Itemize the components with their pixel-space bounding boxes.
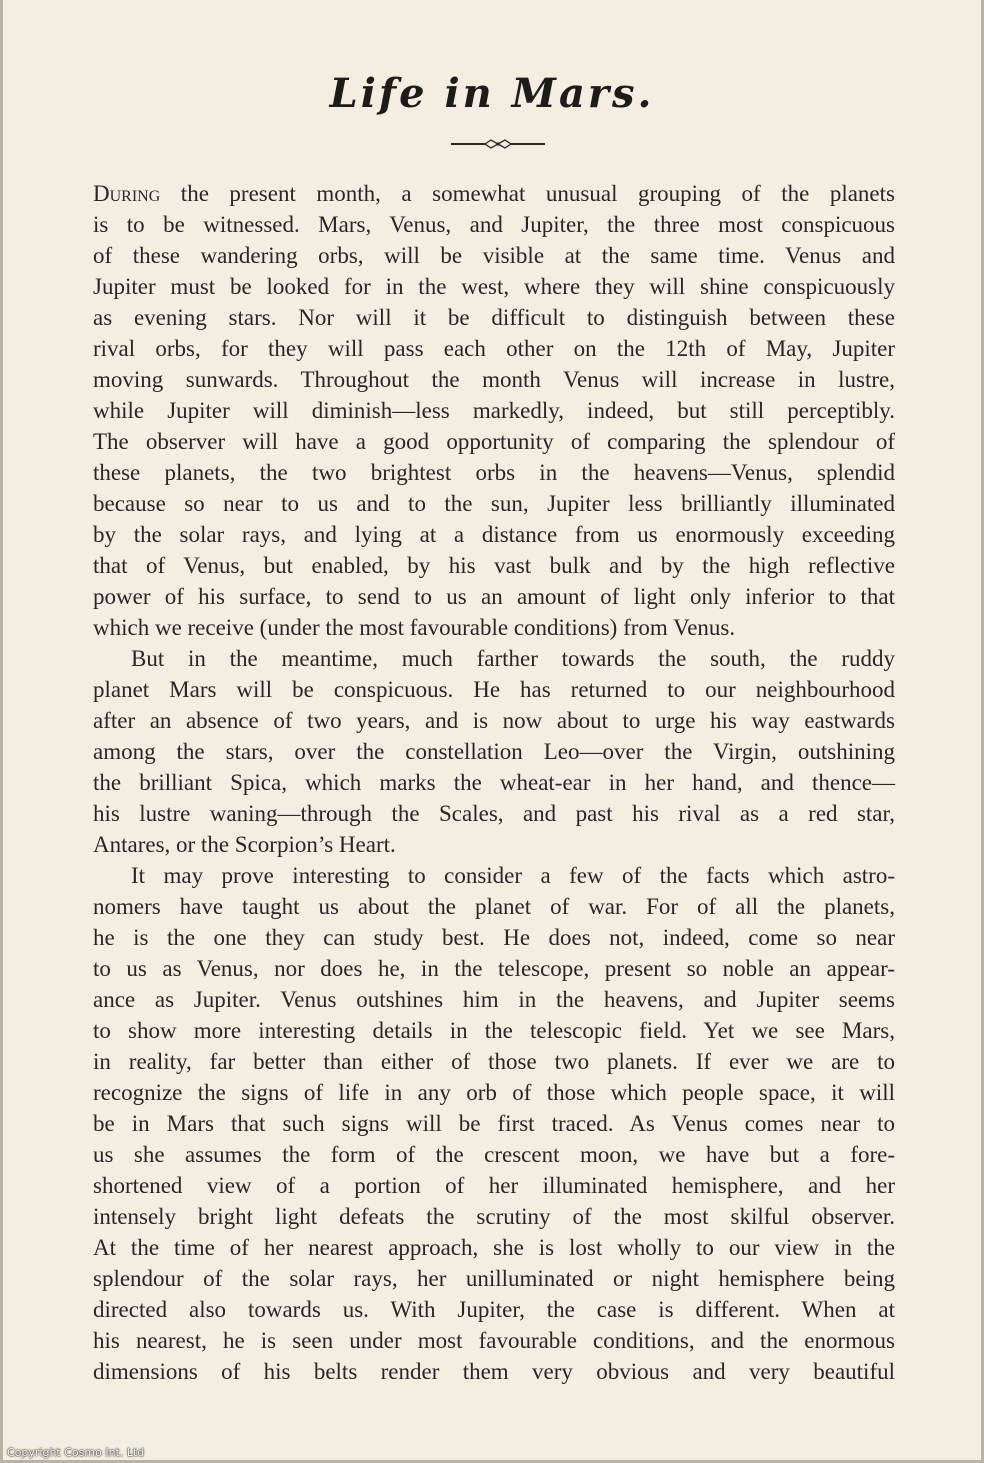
body-line: after an absence of two years, and is now about to urge his way eastwards (93, 708, 895, 733)
body-line: Antares, or the Scorpion’s Heart. (93, 832, 396, 857)
body-line: his nearest, he is seen under most favourable conditions, and the enormous (93, 1328, 895, 1353)
body-line: rival orbs, for they will pass each other on the 12th of May, Jupiter (93, 336, 895, 361)
body-line: as evening stars. Nor will it be difficult to distinguish between these (93, 305, 895, 330)
body-line: ance as Jupiter. Venus outshines him in the heavens, and Jupiter seems (93, 987, 895, 1012)
body-line: while Jupiter will diminish—less markedly, indeed, but still perceptibly. (93, 398, 895, 423)
body-line: which we receive (under the most favourable conditions) from Venus. (93, 615, 736, 640)
body-line: he is the one they can study best. He does not, indeed, come so near (93, 925, 895, 950)
body-line: splendour of the solar rays, her unilluminated or night hemisphere being (93, 1266, 895, 1291)
body-line: But in the meantime, much farther towards the south, the ruddy (131, 646, 895, 671)
body-line: dimensions of his belts render them very obvious and very beautiful (93, 1359, 895, 1384)
body-line: by the solar rays, and lying at a distance from us enormously exceeding (93, 522, 895, 547)
body-line: At the time of her nearest approach, she is lost wholly to our view in the (93, 1235, 895, 1260)
body-line: because so near to us and to the sun, Jupiter less brilliantly illuminated (93, 491, 895, 516)
body-line: the brilliant Spica, which marks the wheat-ear in her hand, and thence— (93, 770, 895, 795)
body-line: us she assumes the form of the crescent moon, we have but a fore- (93, 1142, 895, 1167)
body-line: During the present month, a somewhat unusual grouping of the planets (93, 181, 895, 206)
body-line: power of his surface, to send to us an amount of light only inferior to that (93, 584, 895, 609)
body-line: shortened view of a portion of her illuminated hemisphere, and her (93, 1173, 895, 1198)
body-line: The observer will have a good opportunity of comparing the splendour of (93, 429, 895, 454)
body-line: to us as Venus, nor does he, in the telescope, present so noble an appear- (93, 956, 895, 981)
body-line: in reality, far better than either of those two planets. If ever we are to (93, 1049, 895, 1074)
body-line: these planets, the two brightest orbs in the heavens—Venus, splendid (93, 460, 895, 485)
body-line: recognize the signs of life in any orb of those which people space, it will (93, 1080, 895, 1105)
body-line: intensely bright light defeats the scrutiny of the most skilful observer. (93, 1204, 895, 1229)
copyright-notice: Copyright Cosmo Int. Ltd (7, 1446, 145, 1459)
title-ornament-icon (451, 138, 545, 150)
body-line: directed also towards us. With Jupiter, the case is different. When at (93, 1297, 895, 1322)
body-line: planet Mars will be conspicuous. He has returned to our neighbourhood (93, 677, 895, 702)
article-body (93, 178, 895, 1387)
body-line: moving sunwards. Throughout the month Venus will increase in lustre, (93, 367, 895, 392)
lead-word: During (93, 181, 161, 206)
body-line: be in Mars that such signs will be first traced. As Venus comes near to (93, 1111, 895, 1136)
body-line: Jupiter must be looked for in the west, where they will shine conspicuously (93, 274, 895, 299)
body-line: It may prove interesting to consider a few of the facts which astro- (131, 863, 895, 888)
body-line: that of Venus, but enabled, by his vast bulk and by the high reflective (93, 553, 895, 578)
body-line: is to be witnessed. Mars, Venus, and Jupiter, the three most conspicuous (93, 212, 895, 237)
body-line: to show more interesting details in the telescopic field. Yet we see Mars, (93, 1018, 895, 1043)
article-title: Life in Mars. (329, 70, 655, 117)
body-line: his lustre waning—through the Scales, and past his rival as a red star, (93, 801, 895, 826)
body-line: nomers have taught us about the planet of war. For of all the planets, (93, 894, 895, 919)
body-line: of these wandering orbs, will be visible at the same time. Venus and (93, 243, 895, 268)
body-line: among the stars, over the constellation Leo—over the Virgin, outshining (93, 739, 895, 764)
